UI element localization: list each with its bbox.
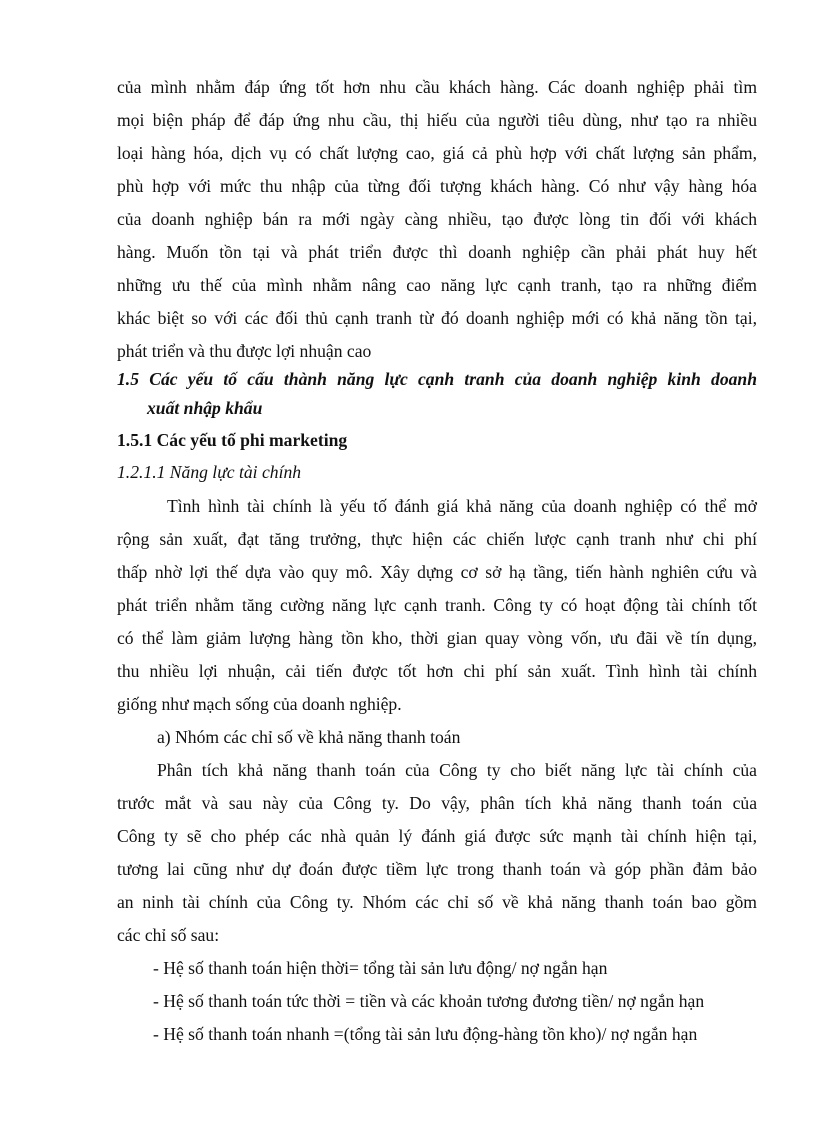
text-line: rộng sản xuất, đạt tăng trưởng, thực hiện các chiến lược cạnh tranh như chi phí (117, 529, 757, 549)
text-line: có thể làm giảm lượng hàng tồn kho, thời gian quay vòng vốn, ưu đãi về tín dụng, (117, 628, 757, 648)
text-line: Phân tích khả năng thanh toán của Công ty cho biết năng lực tài chính của (157, 760, 757, 780)
text-line: Tình hình tài chính là yếu tố đánh giá khả năng của doanh nghiệp có thể mở (167, 496, 757, 516)
text-line: của doanh nghiệp bán ra mới ngày càng nhiều, tạo được lòng tin đối với khách (117, 209, 757, 229)
text-line: loại hàng hóa, dịch vụ có chất lượng cao, giá cả phù hợp với chất lượng sản phẩm, (117, 143, 757, 163)
text-line: phát triển nhằm tăng cường năng lực cạnh tranh. Công ty có hoạt động tài chính tốt (117, 595, 757, 615)
text-line: trước mắt và sau này của Công ty. Do vậy, phân tích khả năng thanh toán của (117, 793, 757, 813)
text-line: thu nhiều lợi nhuận, cải tiến được tốt hơn chi phí sản xuất. Tình hình tài chính (117, 661, 757, 681)
text-line: phù hợp với mức thu nhập của từng đối tượng khách hàng. Có như vậy hàng hóa (117, 176, 757, 196)
text-line: giống như mạch sống của doanh nghiệp. (117, 694, 402, 714)
text-line: mọi biện pháp để đáp ứng nhu cầu, thị hiếu của người tiêu dùng, như tạo ra nhiều (117, 110, 757, 130)
text-line: tương lai cũng như dự đoán được tiềm lực trong thanh toán và góp phần đảm bảo (117, 859, 757, 879)
text-line: của mình nhằm đáp ứng tốt hơn nhu cầu khách hàng. Các doanh nghiệp phải tìm (117, 77, 757, 97)
list-item: - Hệ số thanh toán hiện thời= tổng tài sản lưu động/ nợ ngắn hạn (153, 958, 608, 978)
text-line: Công ty sẽ cho phép các nhà quản lý đánh giá được sức mạnh tài chính hiện tại, (117, 826, 757, 846)
subsection-heading-1-2-1-1: 1.2.1.1 Năng lực tài chính (117, 462, 302, 482)
text-line: khác biệt so với các đối thủ cạnh tranh từ đó doanh nghiệp mới có khả năng tồn tại, (117, 308, 757, 328)
list-item: - Hệ số thanh toán nhanh =(tổng tài sản lưu động-hàng tồn kho)/ nợ ngắn hạn (153, 1024, 698, 1044)
text-line: an ninh tài chính của Công ty. Nhóm các chỉ số về khả năng thanh toán bao gồm (117, 892, 757, 912)
list-heading-a: a) Nhóm các chỉ số về khả năng thanh toán (157, 727, 461, 747)
text-line: thấp nhờ lợi thế dựa vào quy mô. Xây dựng cơ sở hạ tầng, tiến hành nghiên cứu và (117, 562, 757, 582)
list-item: - Hệ số thanh toán tức thời = tiền và các khoản tương đương tiền/ nợ ngắn hạn (153, 991, 705, 1011)
text-line: các chỉ số sau: (117, 925, 220, 945)
heading-line: xuất nhập khẩu (147, 398, 263, 418)
heading-line: 1.5 Các yếu tố cấu thành năng lực cạnh tranh của doanh nghiệp kinh doanh (117, 369, 757, 389)
text-line: hàng. Muốn tồn tại và phát triển được thì doanh nghiệp cần phải phát huy hết (117, 242, 757, 262)
text-line: những ưu thế của mình nhằm nâng cao năng lực cạnh tranh, tạo ra những điểm (117, 275, 757, 295)
section-heading-1-5-1: 1.5.1 Các yếu tố phi marketing (117, 430, 348, 450)
text-line: phát triển và thu được lợi nhuận cao (117, 341, 372, 361)
